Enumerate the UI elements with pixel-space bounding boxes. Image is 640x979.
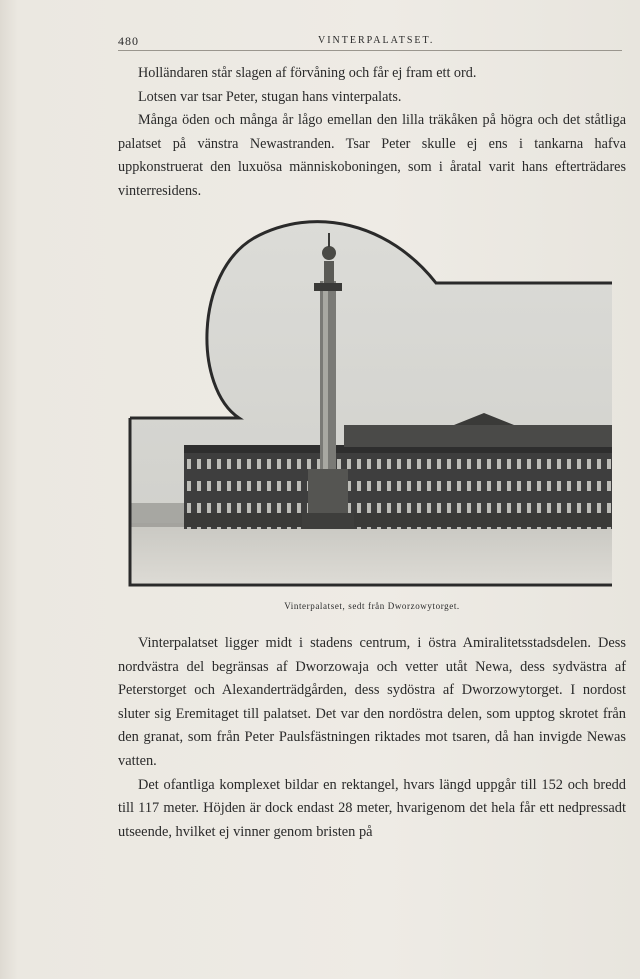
page-header (118, 30, 622, 51)
figure-caption: Vinterpalatset, sedt från Dworzowytorget. (284, 601, 460, 611)
page-number: 480 (118, 34, 139, 48)
paragraph: Vinterpalatset ligger midt i stadens centrum, i östra Amiralitetsstadsdelen. Dess nordvästra del begränsas af Dworzowaja och vetter utåt Newa, dess sydvästra af Peterstorget och Alexanderträdgården, dess sydöstra af Dworzowytorget. I nordost sluter sig Eremitaget till palatset. Det var den nordöstra delen, som upptog skrotet från den granat, som från Peter Paulsfästningen riktades mot tsaren, då han invigde Newas vatten. (118, 635, 626, 769)
paragraph: Det ofantliga komplexet bildar en rektangel, hvars längd uppgår till 152 och bredd till 117 meter. Höjden är dock endast 28 meter, hvarigenom det hela får ett nedpressadt utseende, hvilket ej vinner genom bristen på (118, 776, 626, 840)
paragraph: Lotsen var tsar Peter, stugan hans vinterpalats. (138, 88, 402, 105)
text-block-top (118, 62, 626, 203)
winter-palace-photograph (124, 213, 616, 588)
text-block-bottom (118, 632, 626, 844)
paragraph: Många öden och många år lågo emellan den lilla träkåken på högra och det ståtliga palatset på vänstra Newastranden. Tsar Peter skulle ej ens i tankarna hafva uppkonstruerat den luxuösa människoboningen, som i åratal varit hans efterträdares vinterresidens. (118, 112, 626, 199)
paragraph: Holländaren står slagen af förvåning och får ej fram ett ord. (138, 65, 477, 81)
running-title: VINTERPALATSET. (318, 35, 435, 46)
